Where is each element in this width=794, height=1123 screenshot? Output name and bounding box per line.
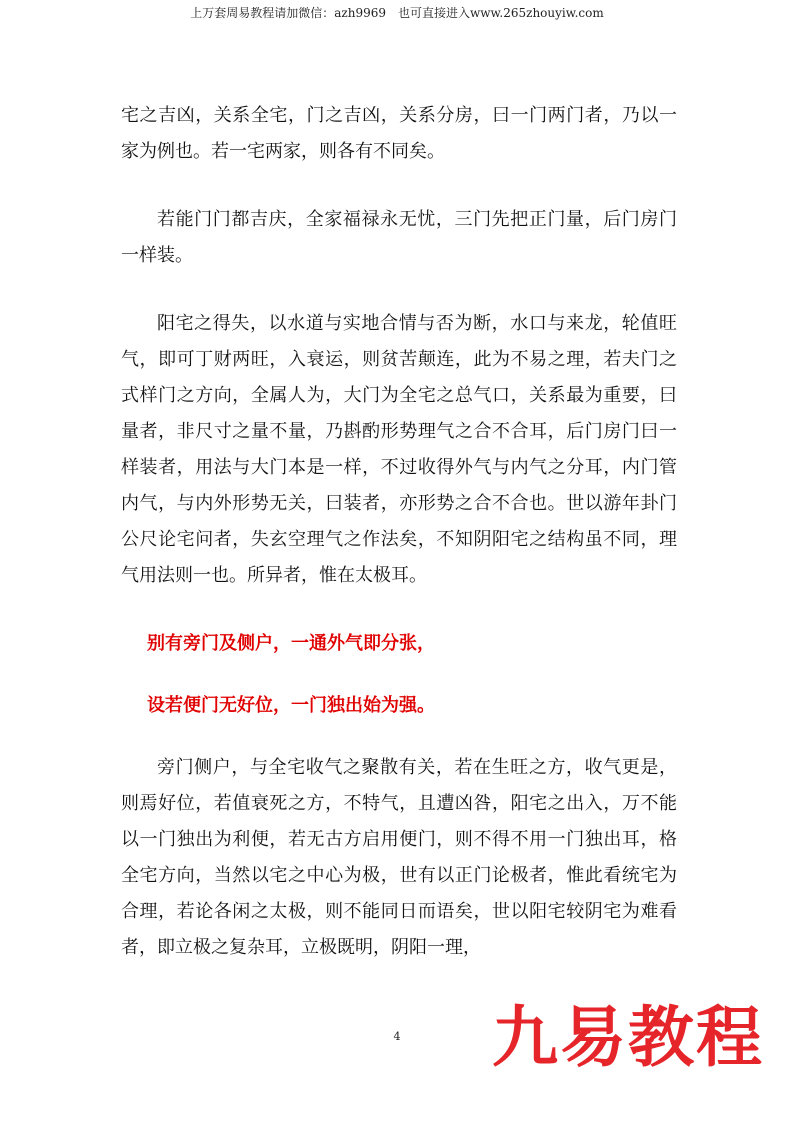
verse-line-2: 设若便门无好位，一门独出始为强。: [147, 695, 435, 716]
document-body: [121, 98, 677, 998]
page-number: 4: [393, 1030, 401, 1043]
paragraph-2: 若能门门都吉庆，全家福禄永无忧，三门先把正门量，后门房门一样装。: [121, 209, 677, 266]
watermark-text: 九易教程: [492, 999, 764, 1076]
verse-line-1: 别有旁门及侧户，一通外气即分张，: [147, 633, 435, 654]
paragraph-1: 宅之吉凶，关系全宅，门之吉凶，关系分房，曰一门两门者，乃以一家为例也。若一宅两家，则各有不同矣。: [121, 105, 677, 162]
paragraph-4: 旁门侧户，与全宅收气之聚散有关，若在生旺之方，收气更是，则焉好位，若值衰死之方，不特气，且遭凶咎，阳宅之出入，万不能以一门独出为利便，若无古方启用便门，则不得不用一门独出耳，格全宅方向，当然以宅之中心为极，世有以正门论极者，惟此看统宅为合理，若论各闲之太极，则不能同日而语矣，世以阳宅较阴宅为难看者，即立极之复杂耳，立极既明，阴阳一理，: [121, 757, 677, 958]
page-header: 上万套周易教程请加微信：azh9969 也可直接进入www.265zhouyiw.com: [190, 6, 604, 20]
watermark-logo: [478, 995, 778, 1081]
paragraph-3: 阳宅之得失，以水道与实地合情与否为断，水口与来龙，轮值旺气，即可丁财两旺，入衰运，则贫苦颠连，此为不易之理，若夫门之式样门之方向，全属人为，大门为全宅之总气口，关系最为重要，曰量者，非尺寸之量不量，乃斟酌形势理气之合不合耳，后门房门曰一样装者，用法与大门本是一样，不过收得外气与内气之分耳，内门管内气，与内外形势无关，曰装者，亦形势之合不合也。世以游年卦门公尺论宅问者，失玄空理气之作法矣，不知阴阳宅之结构虽不同，理气用法则一也。所异者，惟在太极耳。: [121, 313, 677, 586]
